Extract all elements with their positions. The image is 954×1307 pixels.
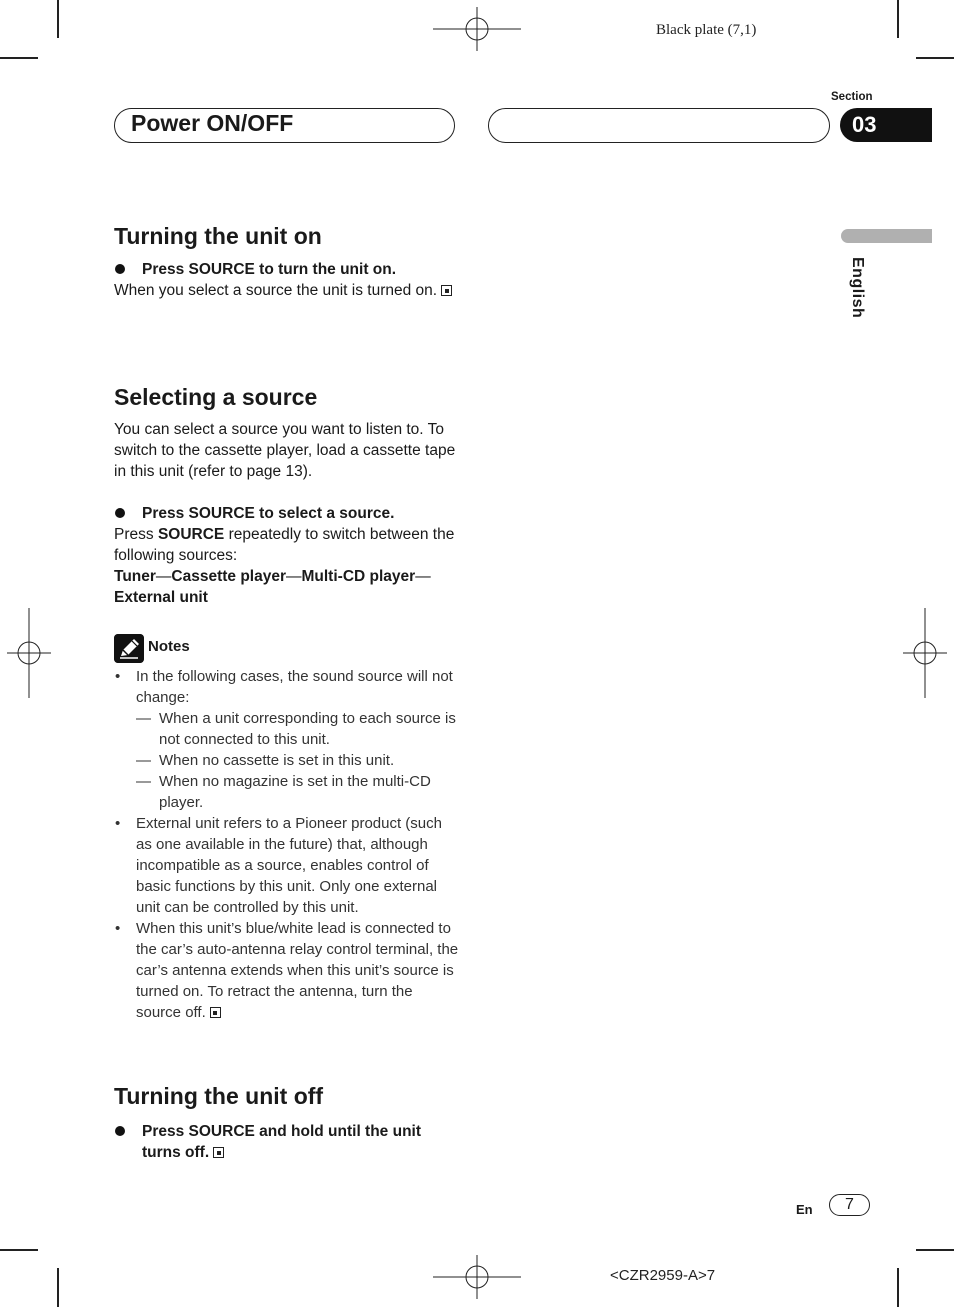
registration-target-icon (433, 7, 521, 51)
intro-selecting-source: You can select a source you want to listen to. To switch to the cassette player, load a cassette tape in this unit (refer to page 13). (114, 421, 456, 480)
plate-label: Black plate (7,1) (656, 22, 757, 38)
end-of-section-icon (213, 1147, 224, 1158)
crop-mark (57, 0, 59, 38)
notes-label: Notes (148, 638, 190, 655)
section-number-tab: 03 (840, 108, 932, 142)
section-selecting-source (114, 419, 459, 608)
language-label: English (849, 257, 866, 319)
notes-list (114, 666, 459, 1023)
body-turn-on: When you select a source the unit is turned on. (114, 280, 459, 301)
crop-mark (57, 1268, 59, 1307)
body-select-source: Press SOURCE repeatedly to switch between the following sources: (114, 526, 455, 564)
language-tab-bar (841, 229, 932, 243)
crop-mark (897, 1268, 899, 1307)
crop-mark (0, 1249, 38, 1251)
note-item: • When this unit’s blue/white lead is connected to the car’s auto-antenna relay control terminal, the car’s antenna extends when this unit’s source is turned on. To retract the antenna, turn the source off. (114, 918, 459, 1023)
footer-language-code: En (796, 1202, 813, 1217)
header-blank-frame (488, 108, 830, 143)
registration-target-icon (433, 1255, 521, 1299)
page-title: Power ON/OFF (131, 110, 294, 136)
instruction-turn-on: Press SOURCE to turn the unit on. (114, 259, 459, 280)
heading-turning-off: Turning the unit off (114, 1083, 324, 1109)
heading-turning-on: Turning the unit on (114, 223, 322, 249)
heading-selecting-source: Selecting a source (114, 384, 318, 410)
crop-mark (916, 1249, 954, 1251)
note-subitem: — When no cassette is set in this unit. (114, 750, 459, 771)
registration-target-icon (903, 608, 947, 698)
instruction-turn-off: Press SOURCE and hold until the unit turns off. (114, 1121, 459, 1163)
source-multi-cd: Multi-CD player (301, 568, 416, 585)
instruction-select-source: Press SOURCE to select a source. (114, 503, 459, 524)
end-of-section-icon (441, 285, 452, 296)
note-subitem: — When a unit corresponding to each source is not connected to this unit. (114, 708, 459, 750)
registration-target-icon (7, 608, 51, 698)
note-subitem: — When no magazine is set in the multi-CD player. (114, 771, 459, 813)
note-item: • External unit refers to a Pioneer product (such as one available in the future) that, although incompatible as a source, enables control of basic functions by this unit. Only one external unit can be controlled by this unit. (114, 813, 459, 918)
pencil-note-icon (114, 634, 144, 663)
note-item: • In the following cases, the sound source will not change: (114, 666, 459, 708)
end-of-section-icon (210, 1007, 221, 1018)
source-sequence: Tuner—Cassette player—Multi-CD player— External unit (114, 568, 431, 606)
source-tuner: Tuner (114, 568, 156, 585)
crop-mark (0, 57, 38, 59)
source-cassette: Cassette player (171, 568, 286, 585)
section-turning-off (114, 1121, 459, 1163)
page-number: 7 (829, 1194, 870, 1216)
crop-mark (916, 57, 954, 59)
source-external: External unit (114, 589, 208, 606)
section-turning-on (114, 259, 459, 301)
document-code: <CZR2959-A>7 (610, 1267, 716, 1284)
crop-mark (897, 0, 899, 38)
section-label: Section (831, 91, 873, 103)
